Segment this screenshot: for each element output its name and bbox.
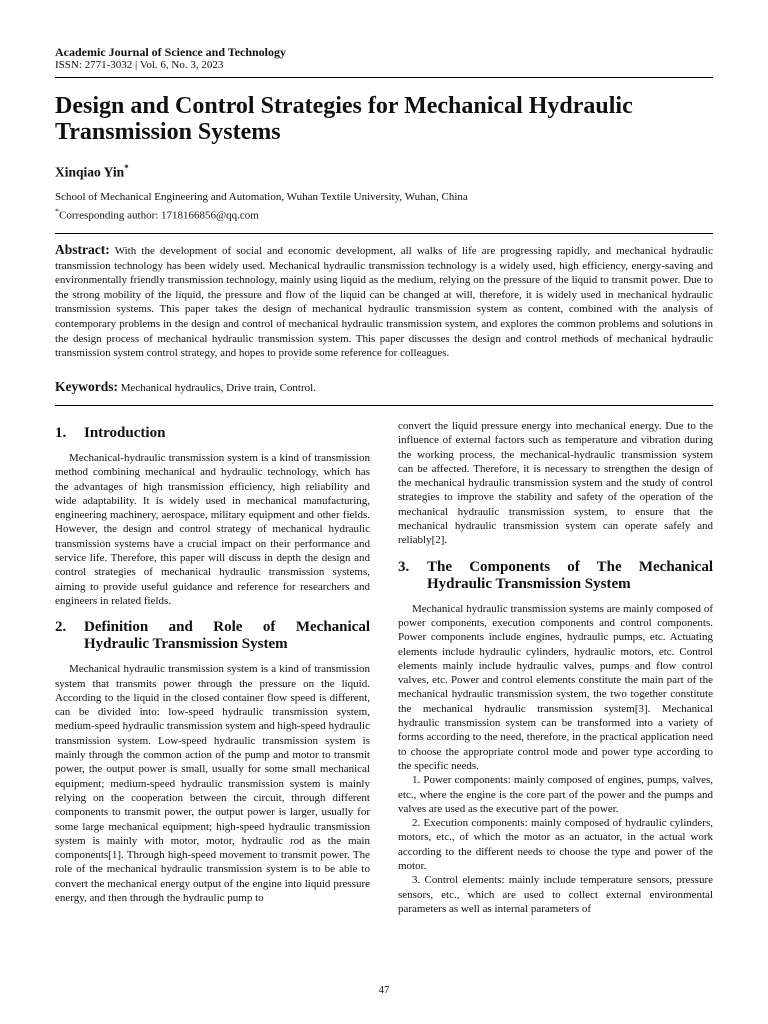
abstract-bottom-rule: [55, 405, 713, 406]
section-1-title: Introduction: [84, 425, 166, 441]
author: [55, 163, 129, 181]
section-2-heading: [55, 619, 370, 653]
abstract-top-rule: [55, 233, 713, 234]
corresponding-author: [55, 207, 259, 222]
affiliation: School of Mechanical Engineering and Automation, Wuhan Textile University, Wuhan, China: [55, 191, 468, 203]
page-number: 47: [378, 984, 390, 996]
section-3-item-2: 2. Execution components: mainly composed of hydraulic cylinders, motors, etc., of which the motor as an actuator, in the actual work according to the different needs to choose the type and power of the motor.: [398, 817, 713, 873]
section-1-number: 1.: [55, 425, 67, 441]
section-2-number: 2.: [55, 619, 67, 636]
section-2-paragraph: Mechanical hydraulic transmission system is a kind of transmission system that transmits power through the pressure on the liquid. According to the liquid in the closed container flow speed is different, can be divided into: low-speed hydraulic transmission system, medium-speed hydraulic transmission system and high-speed hydraulic transmission system. Low-speed hydraulic transmission system is mainly through the common action of the pump and motor to transmit power, the output power is small, usually for some small mechanical equipment; medium-speed hydraulic transmission system is mainly relying on the cooperation between the circuit, through different components to transmit power, the output power is larger, usually for some large mechanical equipment; high-speed hydraulic transmission system is mainly with motor, motor, hydraulic rod as the main components[1]. Through high-speed movement to transmit power. The role of the mechanical hydraulic transmission system is to be able to convert the mechanical energy output of the engine into liquid pressure energy, and then through the hydraulic pump to: [55, 663, 370, 905]
section-3-paragraph: Mechanical hydraulic transmission systems are mainly composed of power components, execution components and control components. Power components include engines, hydraulic pumps, etc. Actuating elements include hydraulic cylinders, hydraulic motors, etc. Control elements mainly include hydraulic valves, pumps and flow control valves, etc. Power and control elements constitute the main part of the mechanical hydraulic transmission system, the two together constitute the mechanical hydraulic transmission system[3]. Mechanical hydraulic transmission system can be transformed into a variety of forms according to the need, therefore, in the practical application need to choose the appropriate control mode and power type according to the specific needs.: [398, 602, 713, 772]
journal-name: Academic Journal of Science and Technology: [55, 45, 287, 59]
keywords-label: Keywords:: [55, 379, 118, 394]
keywords: [55, 379, 316, 395]
corresponding-text: Corresponding author: 1718166856@qq.com: [59, 209, 259, 222]
right-column: [398, 419, 713, 916]
abstract: [55, 243, 713, 361]
abstract-text: With the development of social and economic development, all walks of life are progressing rapidly, and mechanical hydraulic transmission technology has been widely used. Mechanical hydraulic transmission technology is a widely used, high efficiency, energy-saving and environmentally friendly transmission technology, mainly using liquid as the medium, relying on the pressure of the liquid to transmit power. Due to the strong mobility of the liquid, the pressure and flow of the liquid can be changed at will, therefore, it is widely used in mechanical hydraulic transmission systems. This paper takes the design of mechanical hydraulic transmission system as content, combined with the analysis of contemporary problems in the design and control of mechanical hydraulic transmission system, and explores the common problems and solutions in the design process of mechanical hydraulic transmission system. This paper discusses the design and control methods of mechanical hydraulic transmission system control strategy, and hopes to provide some reference for colleagues.: [55, 245, 713, 360]
author-name: Xinqiao Yin: [55, 164, 125, 180]
keywords-text: Mechanical hydraulics, Drive train, Control.: [120, 382, 316, 394]
left-column: [55, 425, 370, 905]
author-mark: *: [124, 163, 129, 173]
section-1-heading: [55, 425, 370, 442]
section-3-title: The Components of The Mechanical Hydraulic Transmission System: [427, 558, 713, 592]
section-3-item-3: 3. Control elements: mainly include temperature sensors, pressure sensors, etc., which are used to collect external environmental parameters as well as internal parameters of: [398, 874, 713, 915]
corresponding-mark: *: [55, 207, 59, 216]
section-2-paragraph-continued: convert the liquid pressure energy into mechanical energy. Due to the influence of external factors such as temperature and vibration during the working process, the mechanical-hydraulic transmission system can be affected. Therefore, it is necessary to strengthen the design of the mechanical hydraulic transmission system and the study of control strategies to improve the stability and safety of the operation of the mechanical hydraulic transmission system, to ensure that the mechanical hydraulic transmission system can operate safely and reliably[2].: [398, 420, 713, 547]
section-2-title: Definition and Role of Mechanical Hydraulic Transmission System: [84, 619, 370, 653]
section-3-item-1: 1. Power components: mainly composed of engines, pumps, valves, etc., where the engine is the core part of the power and the pumps and valves are used as the executive part of the power.: [398, 774, 713, 815]
section-1-paragraph: Mechanical-hydraulic transmission system is a kind of transmission method combining mechanical and hydraulic technology, which has the advantages of high transmission efficiency, high reliability and wide adaptability. It is widely used in mechanical manufacturing, engineering machinery, aerospace, military equipment and other fields. However, the design and control strategy of mechanical hydraulic transmission systems have a crucial impact on their performance and service life. Therefore, this paper will discuss in depth the design and control strategies of mechanical hydraulic transmission systems, aiming to provide useful guidance and reference for researchers and engineers in related fields.: [55, 452, 370, 607]
section-3-heading: [398, 559, 713, 593]
journal-issn: ISSN: 2771-3032 | Vol. 6, No. 3, 2023: [55, 59, 224, 71]
section-3-number: 3.: [398, 558, 410, 575]
paper-title: Design and Control Strategies for Mechanical Hydraulic Transmission Systems: [55, 93, 633, 145]
abstract-label: Abstract:: [55, 242, 110, 257]
header-rule: [55, 77, 713, 78]
